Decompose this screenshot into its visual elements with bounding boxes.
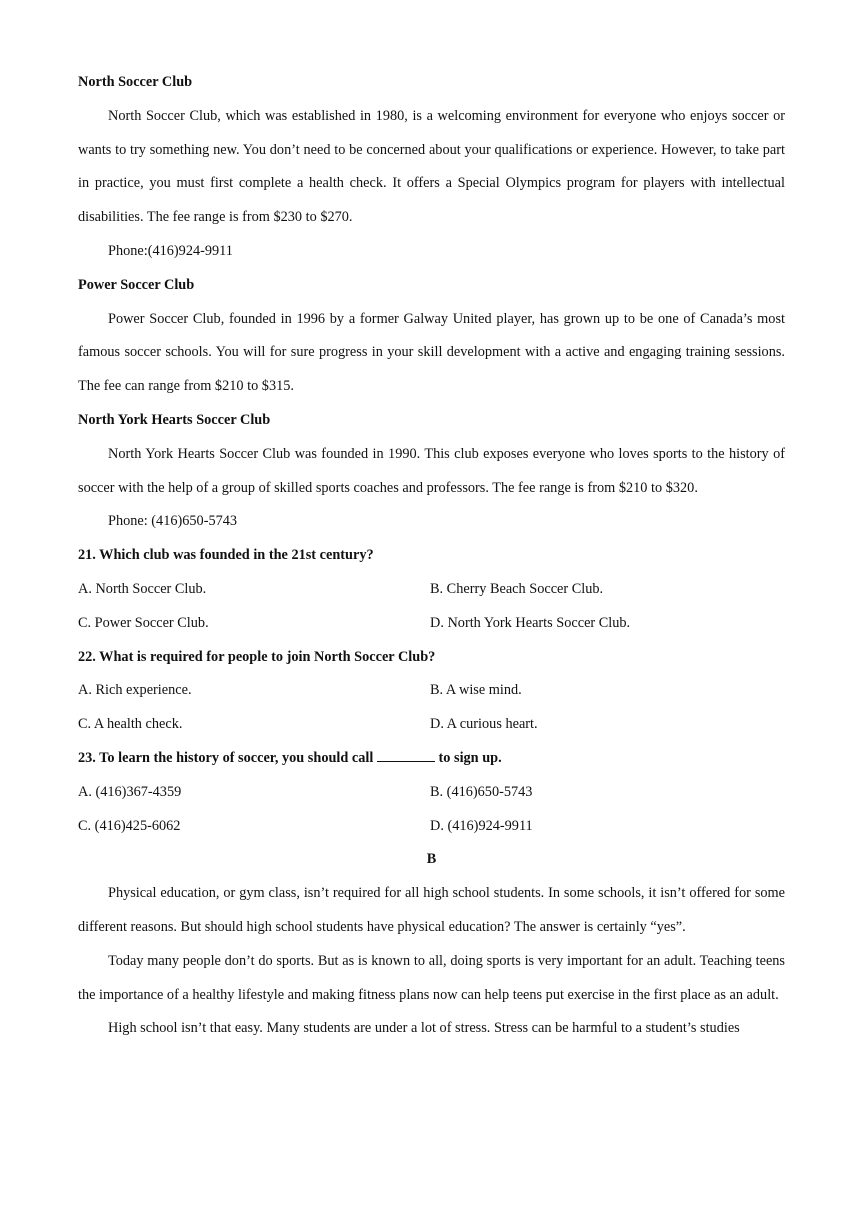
club-heading-power: Power Soccer Club	[78, 276, 195, 293]
option-23-c: C. (416)425-6062	[78, 817, 181, 834]
question-23-stem-before: 23. To learn the history of soccer, you should call	[78, 749, 374, 766]
question-23-options-row-1	[78, 776, 785, 810]
section-b-paragraph-3: High school isn’t that easy. Many students are under a lot of stress. Stress can be harmful to a student’s studies	[108, 1020, 740, 1037]
club-phone-north-york: Phone: (416)650-5743	[108, 513, 238, 530]
option-22-a: A. Rich experience.	[78, 682, 192, 699]
section-b-heading: B	[426, 851, 437, 868]
club-description-power: Power Soccer Club, founded in 1996 by a former Galway United player, has grown up to be one of Canada’s most famous soccer schools. You will for sure progress in your skill development with a active and engaging training sessions. The fee can range from $210 to $315.	[78, 310, 785, 395]
question-21-stem: 21. Which club was founded in the 21st century?	[78, 547, 374, 564]
club-phone-north: Phone:(416)924-9911	[108, 242, 233, 259]
option-23-d: D. (416)924-9911	[430, 817, 533, 834]
question-22-stem: 22. What is required for people to join North Soccer Club?	[78, 648, 436, 665]
option-21-a: A. North Soccer Club.	[78, 580, 207, 597]
question-22-options-row-1	[78, 674, 785, 708]
question-21-options-row-1	[78, 573, 785, 607]
option-23-b: B. (416)650-5743	[430, 783, 533, 800]
club-description-north-york: North York Hearts Soccer Club was founded in 1990. This club exposes everyone who loves sports to the history of soccer with the help of a group of skilled sports coaches and professors. The fee range is from $210 to $320.	[78, 445, 785, 496]
club-heading-north: North Soccer Club	[78, 74, 193, 90]
question-22-options-row-2	[78, 708, 785, 742]
option-23-a: A. (416)367-4359	[78, 783, 182, 800]
option-21-b: B. Cherry Beach Soccer Club.	[430, 580, 604, 597]
document-page	[78, 66, 785, 1046]
question-21-options-row-2	[78, 607, 785, 641]
option-22-c: C. A health check.	[78, 716, 183, 733]
club-heading-north-york: North York Hearts Soccer Club	[78, 411, 271, 428]
option-22-b: B. A wise mind.	[430, 682, 522, 699]
question-23-stem	[78, 742, 785, 776]
option-21-c: C. Power Soccer Club.	[78, 614, 209, 631]
answer-blank	[377, 749, 435, 762]
section-b-paragraph-2: Today many people don’t do sports. But as is known to all, doing sports is very important for an adult. Teaching teens the importance of a healthy lifestyle and making fitness plans now can help teens put exercise in the first place as an adult.	[78, 952, 785, 1003]
question-23-stem-after: to sign up.	[438, 749, 502, 766]
option-21-d: D. North York Hearts Soccer Club.	[430, 614, 631, 631]
option-22-d: D. A curious heart.	[430, 716, 538, 733]
question-23-options-row-2	[78, 810, 785, 844]
club-description-north: North Soccer Club, which was established in 1980, is a welcoming environment for everyone who enjoys soccer or wants to try something new. You don’t need to be concerned about your qualifications or experience. However, to take part in practice, you must first complete a health check. It offers a Special Olympics program for players with intellectual disabilities. The fee range is from $230 to $270.	[78, 107, 785, 226]
section-b-paragraph-1: Physical education, or gym class, isn’t required for all high school students. In some schools, it isn’t offered for some different reasons. But should high school students have physical education? The answer is certainly “yes”.	[78, 885, 785, 935]
